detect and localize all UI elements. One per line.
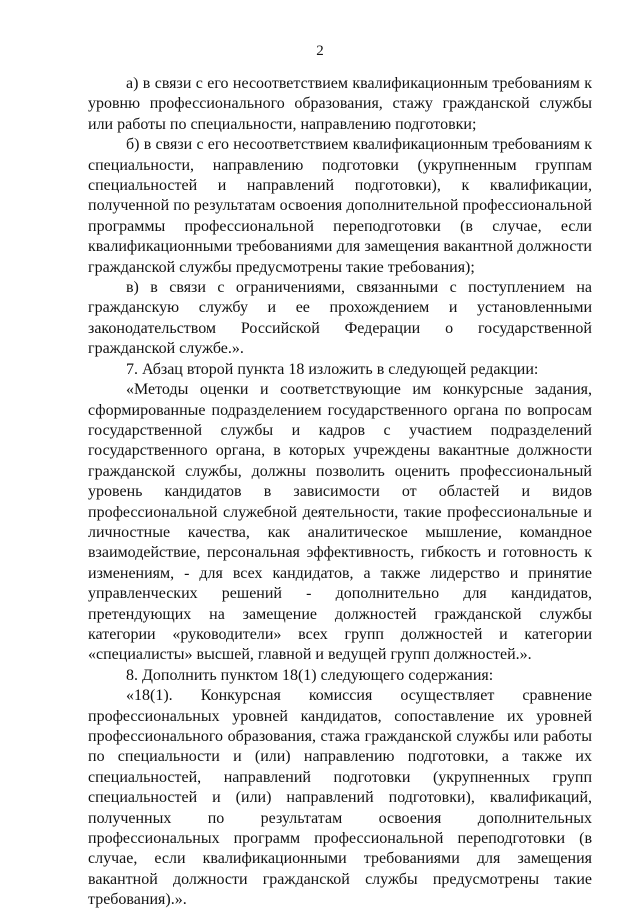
paragraph-subitem-a: а) в связи с его несоответствием квалификационным требованиям к уровню профессионального образования, стажу гражданской службы или работы по специальности, направлению подготовки; xyxy=(88,75,592,133)
paragraph-subitem-v: в) в связи с ограничениями, связанными с поступлением на гражданскую службу и ее прохождением и установленными законодательством Российской Федерации о государственной гражданской службе.». xyxy=(88,279,592,358)
document-body xyxy=(88,74,592,911)
paragraph-item-7: 7. Абзац второй пункта 18 изложить в следующей редакции: xyxy=(126,360,539,378)
paragraph-subitem-b: б) в связи с его несоответствием квалификационным требованиям к специальности, направлению подготовки (укрупненным группам специальностей и направлений подготовки), к квалификации, полученной по результатам освоения дополнительной профессиональной программы профессиональной переподготовки (в случае, если квалификационными требованиями для замещения вакантной должности гражданской службы предусмотрены такие требования); xyxy=(88,136,592,276)
page-number: 2 xyxy=(316,43,324,59)
paragraph-item-8: 8. Дополнить пунктом 18(1) следующего содержания: xyxy=(126,666,494,684)
paragraph-item-8-text: «18(1). Конкурсная комиссия осуществляет сравнение профессиональных уровней кандидатов, сопоставление их уровней профессионального образования, стажа гражданской службы или работы по специальности и (или) направлению подготовки, а также их специальностей, направлений подготовки (укрупненных групп специальностей и (или) направлений подготовки), квалификаций, полученных по результатам освоения дополнительных профессиональных программ профессиональной переподготовки (в случае, если квалификационными требованиями для замещения вакантной должности гражданской службы предусмотрены такие требования).». xyxy=(88,687,592,909)
paragraph-item-7-text: «Методы оценки и соответствующие им конкурсные задания, сформированные подразделением государственного органа по вопросам государственной службы и кадров с участием подразделений государственного органа, в которых учреждены вакантные должности гражданской службы, должны позволить оценить профессиональный уровень кандидатов в зависимости от областей и видов профессиональной служебной деятельности, такие профессиональные и личностные качества, как аналитическое мышление, командное взаимодействие, персональная эффективность, гибкость и готовность к изменениям, - для всех кандидатов, а также лидерство и принятие управленческих решений - дополнительно для кандидатов, претендующих на замещение должностей гражданской службы категории «руководители» всех групп должностей и категории «специалисты» высшей, главной и ведущей групп должностей.». xyxy=(88,381,592,664)
